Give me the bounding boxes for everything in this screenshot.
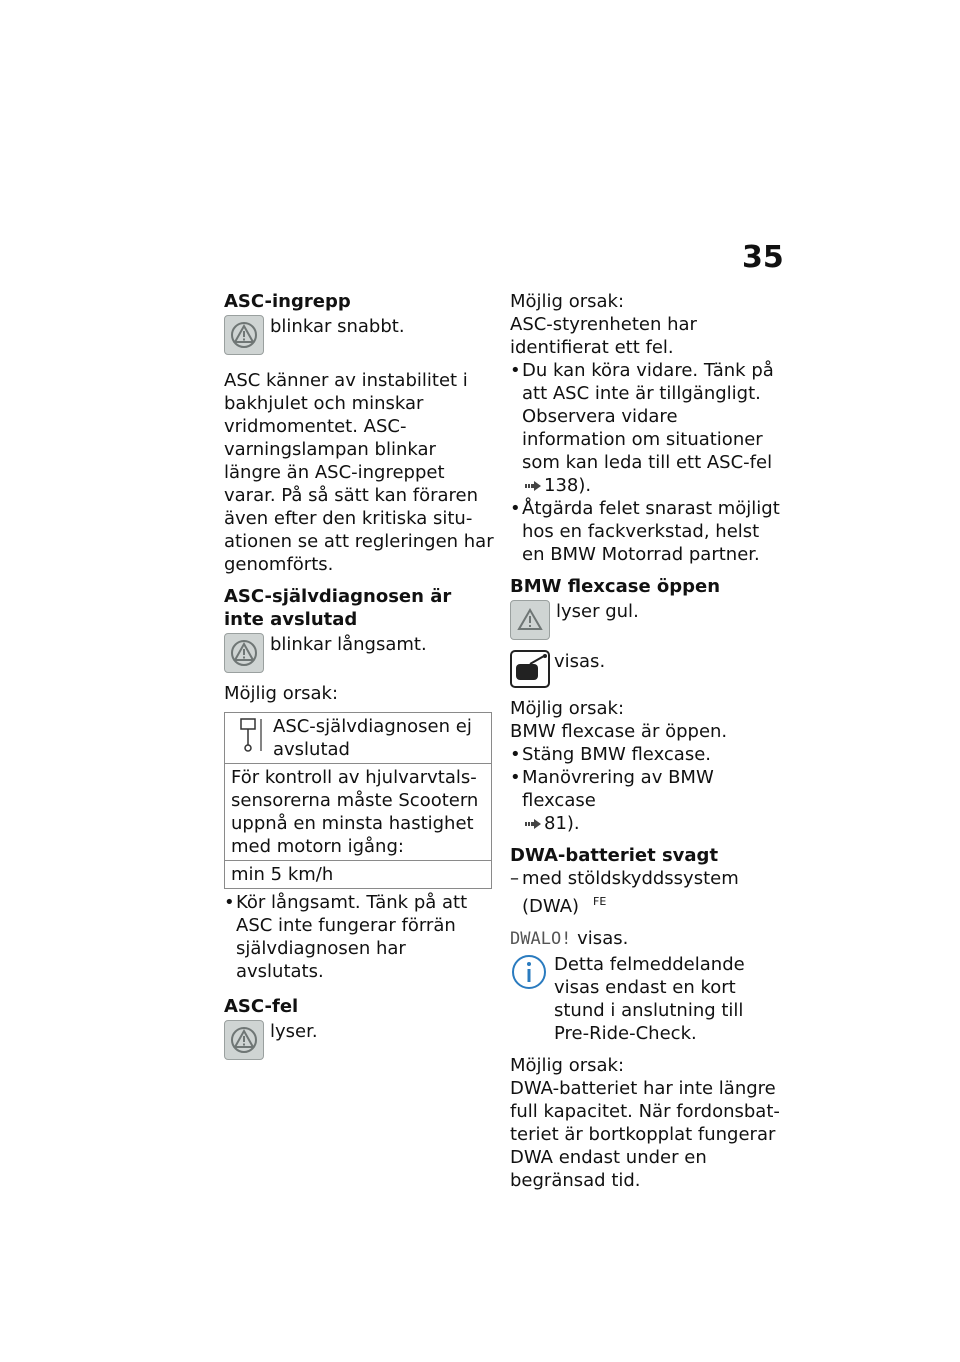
general-warning-icon [510, 600, 550, 640]
asc-ingrepp-indicator [224, 315, 494, 355]
asc-warning-icon [224, 1020, 264, 1060]
asc-warning-icon [224, 315, 264, 355]
asc-ingrepp-icon-text: blinkar snabbt. [270, 316, 405, 337]
list-item: • Stäng BMW flexcase. [510, 743, 780, 766]
list-item: • Åtgärda felet snarast möjligt hos en fackverkstad, helst en BMW Motorrad partner. [510, 497, 780, 566]
flexcase-display [510, 650, 780, 688]
info-icon [510, 953, 548, 991]
asc-diag-cause: Möjlig orsak: [224, 683, 339, 704]
dwa-display-line [510, 927, 780, 951]
display-text: visas. [577, 928, 629, 949]
dwa-equipment-note: – med stöldskyddssystem (DWA) $^{FE}$ [510, 867, 780, 918]
heading-flexcase: BMW flexcase öppen [510, 576, 721, 597]
reference-arrow-icon [525, 819, 541, 829]
asc-diag-icon-text: blinkar långsamt. [270, 634, 427, 655]
list-item: • Du kan köra vidare. Tänk på att ASC inte är tillgängligt. Observera vidare information om situationer som kan leda till ett ASC-fel 138). [510, 359, 780, 497]
asc-diag-table [224, 712, 492, 889]
heading-asc-ingrepp: ASC-ingrepp [224, 291, 351, 312]
table-value-row: min 5 km/h [225, 860, 491, 888]
right-column [510, 290, 780, 1192]
piston-icon [231, 715, 269, 757]
heading-dwa: DWA-batteriet svagt [510, 845, 719, 866]
asc-ingrepp-body: ASC känner av instabilitet i bakhjulet och minskar vridmomentet. ASC-varningslampan blinkar längre än ASC-ingreppet varar. På så sätt kan föraren även efter den kritiska situationen se att regleringen har genomförts. [224, 370, 494, 575]
flexcase-cause-label: Möjlig orsak: [510, 698, 625, 719]
list-item: • Kör långsamt. Tänk på att ASC inte fungerar förrän självdiagnosen har avslutats. [224, 891, 494, 983]
flexcase-open-icon [510, 650, 550, 688]
flexcase-indicator [510, 600, 780, 640]
dwa-info-note [510, 953, 780, 1045]
list-item: • Manövrering av BMW flexcase 81). [510, 766, 780, 835]
heading-asc-diag: ASC-självdiagnosen är inte avslutad [224, 586, 452, 630]
table-body-row: För kontroll av hjulvarvtalssensorerna måste Scootern uppnå en minsta hastighet med motorn igång: [225, 763, 491, 860]
table-title: ASC-självdiagnosen ej avslutad [273, 716, 472, 760]
flexcase-cause-text: BMW flexcase är öppen. [510, 721, 728, 742]
dwa-cause-text: DWA-batteriet har inte längre full kapacitet. När fordonsbatteriet är bortkopplat fungerar DWA endast under en begränsad tid. [510, 1078, 780, 1191]
cause-label: Möjlig orsak: [510, 291, 625, 312]
asc-fel-icon-text: lyser. [270, 1021, 318, 1042]
equipment-code: FE [593, 895, 607, 908]
page-reference[interactable]: 138). [544, 475, 592, 496]
display-code: DWALO! [510, 929, 572, 949]
dwa-info-text: Detta felmeddelande visas endast en kort stund i anslutning till Pre-Ride-Check. [554, 954, 745, 1044]
page-number: 35 [742, 240, 784, 275]
heading-asc-fel: ASC-fel [224, 996, 299, 1017]
left-column [224, 290, 494, 1060]
flexcase-icon2-text: visas. [554, 651, 606, 672]
asc-diag-indicator [224, 633, 494, 673]
page-reference[interactable]: 81). [544, 813, 580, 834]
asc-fel-indicator [224, 1020, 494, 1060]
table-title-row [225, 713, 491, 763]
dwa-cause-label: Möjlig orsak: [510, 1055, 625, 1076]
reference-arrow-icon [525, 481, 541, 491]
flexcase-icon1-text: lyser gul. [556, 601, 639, 622]
cause-text: ASC-styrenheten har identifierat ett fel. [510, 314, 697, 358]
asc-warning-icon [224, 633, 264, 673]
